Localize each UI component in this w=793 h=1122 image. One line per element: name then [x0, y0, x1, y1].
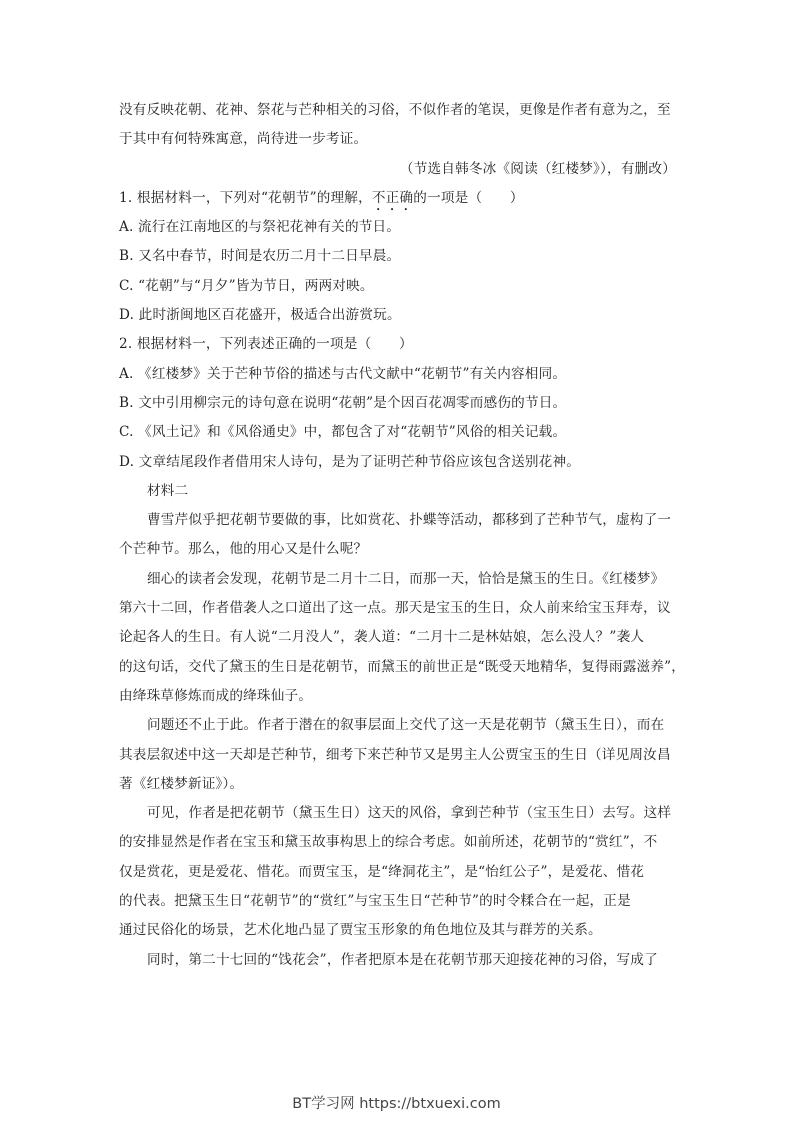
material-2-line: 曹雪芹似乎把花朝节要做的事，比如赏花、扑蝶等活动，都移到了芒种节气，虚构了一 — [147, 512, 672, 529]
question-1-stem-before: 1. 根据材料一，下列对“花朝节”的理解， — [119, 189, 372, 206]
material-2-line: 问题还不止于此。作者于潜在的叙事层面上交代了这一天是花朝节（黛玉生日），而在 — [147, 717, 665, 734]
material-2-line: 可见，作者是把花朝节（黛玉生日）这天的风俗，拿到芒种节（宝玉生日）去写。这样 — [147, 805, 672, 822]
document-page — [119, 96, 686, 975]
question-1-option-b: B. 又名中春节，时间是农历二月十二日早晨。 — [119, 248, 401, 265]
question-2-option-a: A. 《红楼梦》关于芒种节俗的描述与古代文献中“花朝节”有关内容相同。 — [119, 365, 567, 382]
material-2-line: 的这句话，交代了黛玉的生日是花朝节，而黛玉的前世正是“既受天地精华，复得雨露滋养”， — [119, 658, 686, 675]
question-2-stem: 2. 根据材料一，下列表述正确的一项是（ ） — [119, 336, 413, 353]
material-2-line: 同时，第二十七回的“饯花会”，作者把原本是在花朝节那天迎接花神的习俗，写成了 — [147, 951, 658, 968]
material-2-line: 仅是赏花，更是爱花、惜花。而贾宝玉，是“绛洞花主”，是“怡红公子”，是爱花、惜花 — [119, 863, 645, 880]
material-2-line: 由绛珠草修炼而成的绛珠仙子。 — [119, 687, 313, 704]
material-2-line: 论起各人的生日。有人说“二月没人”，袭人道：“二月十二是林姑娘，怎么没人？”袭人 — [119, 629, 645, 646]
material-2-line: 个芒种节。那么，他的用心又是什么呢？ — [119, 541, 368, 558]
material-2-line: 著《红楼梦新证》）。 — [119, 775, 244, 792]
material-2-line: 通过民俗化的场景，艺术化地凸显了贾宝玉形象的角色地位及其与群芳的关系。 — [119, 922, 602, 939]
passage-line: 没有反映花朝、花神、祭花与芒种相关的习俗，不似作者的笔误，更像是作者有意为之，至 — [119, 102, 671, 118]
material-2-line: 第六十二回，作者借袭人之口道出了这一点。那天是宝玉的生日，众人前来给宝玉拜寿，议 — [119, 600, 671, 617]
material-2-line: 其表层叙述中这一天却是芒种节，细考下来芒种节又是男主人公贾宝玉的生日（详见周汝昌 — [119, 746, 671, 763]
material-2-line: 细心的读者会发现，花朝节是二月十二日，而那一天，恰恰是黛玉的生日。《红楼梦》 — [147, 570, 665, 587]
question-1-emphasis: 不正确 — [371, 189, 414, 206]
question-1-option-a: A. 流行在江南地区的与祭祀花神有关的节日。 — [119, 219, 401, 236]
question-1-option-d: D. 此时浙闽地区百花盛开，极适合出游赏玩。 — [119, 307, 401, 324]
source-citation: （节选自韩冬冰《阅读（红楼梦》），有删改） — [399, 160, 676, 177]
watermark-footer: BT学习网 https://btxuexi.com — [292, 1096, 501, 1112]
question-1-stem — [119, 184, 676, 213]
material-2-line: 的安排显然是作者在宝玉和黛玉故事构思上的综合考虑。如前所述，花朝节的“赏红”，不 — [119, 834, 658, 851]
material-2-heading: 材料二 — [147, 482, 189, 499]
question-1-stem-after: 的一项是（ ） — [413, 189, 524, 206]
question-1-option-c: C. “花朝”与“月夕”皆为节日，两两对映。 — [119, 277, 374, 294]
material-2-line: 的代表。把黛玉生日“花朝节”的“赏红”与宝玉生日“芒种节”的时令糅合在一起，正是 — [119, 893, 631, 910]
question-2-option-c: C. 《风土记》和《风俗通史》中，都包含了对“花朝节”风俗的相关记载。 — [119, 424, 567, 441]
question-2-option-d: D. 文章结尾段作者借用宋人诗句，是为了证明芒种节俗应该包含送别花神。 — [119, 453, 581, 470]
passage-line: 于其中有何特殊寓意，尚待进一步考证。 — [119, 131, 368, 148]
material-2-body — [119, 506, 686, 975]
question-2-option-b: B. 文中引用柳宗元的诗句意在说明“花朝”是个因百花凋零而感伤的节日。 — [119, 394, 567, 411]
